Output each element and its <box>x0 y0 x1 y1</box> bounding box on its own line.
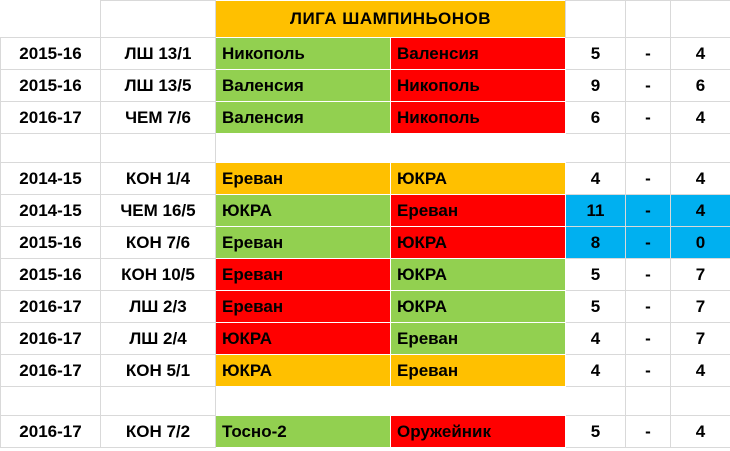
cell-dash: - <box>626 416 671 448</box>
cell-dash: - <box>626 195 671 227</box>
cell-home-score: 4 <box>566 163 626 195</box>
cell-away-team <box>391 134 566 163</box>
cell-home-team: Тосно-2 <box>216 416 391 448</box>
cell-home-score: 9 <box>566 70 626 102</box>
cell-season: 2015-16 <box>1 38 101 70</box>
cell-round: ЧЕМ 16/5 <box>101 195 216 227</box>
cell-away-score <box>671 387 730 416</box>
cell-season: 2016-17 <box>1 291 101 323</box>
cell-round: КОН 7/2 <box>101 416 216 448</box>
cell-away-score: 7 <box>671 259 730 291</box>
cell-away-team: ЮКРА <box>391 163 566 195</box>
cell-away-team: Ереван <box>391 355 566 387</box>
cell-season <box>1 387 101 416</box>
table-row <box>1 195 730 227</box>
cell-away-team: Оружейник <box>391 416 566 448</box>
cell-round <box>101 134 216 163</box>
cell-home-team: Ереван <box>216 259 391 291</box>
table-row <box>1 355 730 387</box>
table-row <box>1 291 730 323</box>
cell-home-team: ЮКРА <box>216 355 391 387</box>
cell-home-team: Никополь <box>216 38 391 70</box>
cell-dash: - <box>626 259 671 291</box>
cell-dash: - <box>626 38 671 70</box>
cell-away-score <box>671 134 730 163</box>
spacer-row <box>1 134 730 163</box>
cell-dash: - <box>626 102 671 134</box>
cell-home-score <box>566 387 626 416</box>
cell-away-score: 4 <box>671 102 730 134</box>
table-row <box>1 227 730 259</box>
cell-home-score: 5 <box>566 416 626 448</box>
table-body <box>1 1 730 448</box>
cell-home-team <box>216 387 391 416</box>
cell-dash: - <box>626 355 671 387</box>
cell-season: 2016-17 <box>1 416 101 448</box>
cell-home-team: Ереван <box>216 227 391 259</box>
title-pad-right-3 <box>671 1 730 38</box>
cell-round: ЛШ 2/4 <box>101 323 216 355</box>
cell-home-score: 5 <box>566 259 626 291</box>
cell-dash: - <box>626 291 671 323</box>
cell-away-score: 4 <box>671 355 730 387</box>
cell-home-score: 4 <box>566 355 626 387</box>
cell-home-score: 6 <box>566 102 626 134</box>
cell-home-team: ЮКРА <box>216 195 391 227</box>
cell-away-score: 4 <box>671 416 730 448</box>
cell-dash: - <box>626 70 671 102</box>
cell-season <box>1 134 101 163</box>
table-row <box>1 416 730 448</box>
cell-away-team: Валенсия <box>391 38 566 70</box>
cell-round: ЛШ 13/5 <box>101 70 216 102</box>
cell-away-score: 7 <box>671 291 730 323</box>
cell-round: КОН 10/5 <box>101 259 216 291</box>
table-row <box>1 259 730 291</box>
cell-round: ЛШ 2/3 <box>101 291 216 323</box>
cell-home-score: 4 <box>566 323 626 355</box>
cell-season: 2014-15 <box>1 163 101 195</box>
cell-home-score: 5 <box>566 291 626 323</box>
cell-home-team: Валенсия <box>216 70 391 102</box>
table-row <box>1 163 730 195</box>
cell-dash: - <box>626 163 671 195</box>
cell-away-score: 4 <box>671 195 730 227</box>
cell-home-score: 11 <box>566 195 626 227</box>
cell-away-score: 7 <box>671 323 730 355</box>
cell-away-team: Ереван <box>391 195 566 227</box>
cell-away-score: 4 <box>671 163 730 195</box>
cell-season: 2016-17 <box>1 355 101 387</box>
cell-round: КОН 1/4 <box>101 163 216 195</box>
table-row <box>1 38 730 70</box>
cell-home-score <box>566 134 626 163</box>
cell-home-team <box>216 134 391 163</box>
cell-round: КОН 7/6 <box>101 227 216 259</box>
table-row <box>1 323 730 355</box>
cell-away-score: 4 <box>671 38 730 70</box>
cell-round <box>101 387 216 416</box>
cell-home-team: ЮКРА <box>216 323 391 355</box>
cell-dash: - <box>626 323 671 355</box>
cell-season: 2016-17 <box>1 323 101 355</box>
cell-away-team <box>391 387 566 416</box>
table-row <box>1 70 730 102</box>
cell-season: 2015-16 <box>1 70 101 102</box>
cell-round: КОН 5/1 <box>101 355 216 387</box>
cell-season: 2014-15 <box>1 195 101 227</box>
page-title: ЛИГА ШАМПИНЬОНОВ <box>216 1 566 38</box>
cell-round: ЛШ 13/1 <box>101 38 216 70</box>
cell-season: 2016-17 <box>1 102 101 134</box>
cell-home-team: Ереван <box>216 163 391 195</box>
title-pad-left-1 <box>1 1 101 38</box>
cell-dash: - <box>626 227 671 259</box>
title-pad-left-2 <box>101 1 216 38</box>
cell-away-team: Никополь <box>391 102 566 134</box>
cell-away-team: Никополь <box>391 70 566 102</box>
cell-dash <box>626 134 671 163</box>
spacer-row <box>1 387 730 416</box>
cell-season: 2015-16 <box>1 259 101 291</box>
cell-round: ЧЕМ 7/6 <box>101 102 216 134</box>
cell-home-score: 5 <box>566 38 626 70</box>
cell-away-team: ЮКРА <box>391 227 566 259</box>
cell-away-score: 0 <box>671 227 730 259</box>
title-pad-right-2 <box>626 1 671 38</box>
cell-home-team: Валенсия <box>216 102 391 134</box>
cell-dash <box>626 387 671 416</box>
title-row <box>1 1 730 38</box>
cell-home-team: Ереван <box>216 291 391 323</box>
cell-away-team: ЮКРА <box>391 259 566 291</box>
title-pad-right-1 <box>566 1 626 38</box>
cell-away-score: 6 <box>671 70 730 102</box>
table-row <box>1 102 730 134</box>
cell-away-team: ЮКРА <box>391 291 566 323</box>
cell-away-team: Ереван <box>391 323 566 355</box>
cell-season: 2015-16 <box>1 227 101 259</box>
cell-home-score: 8 <box>566 227 626 259</box>
